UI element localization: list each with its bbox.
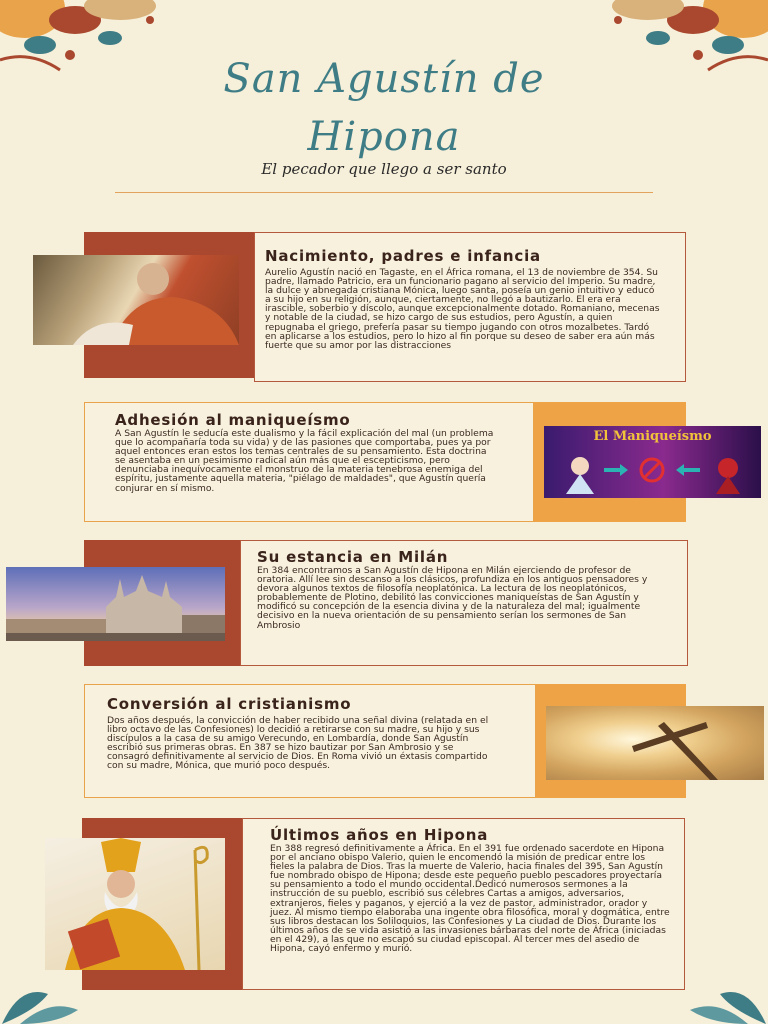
section-body: Dos años después, la convicción de haber recibido una señal divina (relatada en el libro octavo de las Confesiones) lo decidió a retirarse con su madre, su hijo y sus discípulos a la casa de su amigo Verecundo, en Lombardía, donde San Agustín escribió sus primeras obras. En 387 se hizo bautizar por San Ambrosio y se consagró definitivamente al servicio de Dios. En Roma vivió un éxtasis compartido con su madre, Mónica, que murió poco después. xyxy=(107,715,489,772)
feather-leaf-icon xyxy=(690,980,768,1024)
section-card-maniqueismo xyxy=(84,402,534,522)
portrait-image xyxy=(33,255,239,345)
section-title: Adhesión al maniqueísmo xyxy=(115,411,351,429)
section-body: En 388 regresó definitivamente a África. En el 391 fue ordenado sacerdote en Hipona por el anciano obispo Valerio, quien le encomendó la misión de predicar entre los fieles la palabra de Dios. Tras la muerte de Valerio, hacia finales del 395, San Agustín fue nombrado obispo de Hipona; desde este pequeño pueblo pescadores proyectaría su pensamiento a todo el mundo occidental.Dedicó numerosos sermones a la instrucción de su pueblo, escribió sus célebres Cartas a amigos, adversarios, extranjeros, fieles y paganos, y ejerció a la vez de pastor, administrador, orador y juez. Al mismo tiempo elaboraba una ingente obra filosófica, moral y dogmática, entre sus libros destacan los Soliloquios, las Confesiones y La ciudad de Dios. Durante los últimos años de se vida asistió a las invasiones bárbaras del norte de África (iniciadas en el 429), a las que no escapó su ciudad episcopal. Al tercer mes del asedio de Hipona, cayó enfermo y murió. xyxy=(270,843,670,955)
maniqueismo-image xyxy=(544,426,761,498)
section-title: Su estancia en Milán xyxy=(257,548,449,566)
section-card-nacimiento xyxy=(254,232,686,382)
cross-image xyxy=(546,706,764,780)
section-title: Nacimiento, padres e infancia xyxy=(265,247,541,265)
section-body: Aurelio Agustín nació en Tagaste, en el África romana, el 13 de noviembre de 354. Su padre, llamado Patricio, era un funcionario pagano al servicio del Imperio. Su madre, la dulce y abnegada cristiana Mónica, luego santa, poseía un genio intuitivo y educó a su hijo en su religión, aunque, ciertamente, no llegó a bautizarlo. El era era irascible, soberbio y díscolo, aunque excepcionalmente dotado. Romaniano, mecenas y notable de la ciudad, se hizo cargo de sus estudios, pero Agustín, a quien repugnaba el griego, prefería pasar su tiempo jugando con otros mozalbetes. Tardó en aplicarse a los estudios, pero lo hizo al fin porque su deseo de saber era aún más fuerte que su amor por las distracciones xyxy=(265,267,660,351)
section-title: Últimos años en Hipona xyxy=(270,826,489,844)
page-subtitle: El pecador que llego a ser santo xyxy=(261,160,507,178)
section-card-milan xyxy=(240,540,688,666)
section-title: Conversión al cristianismo xyxy=(107,695,352,713)
section-body: En 384 encontramos a San Agustín de Hipona en Milán ejerciendo de profesor de oratoria. Allí lee sin descanso a los clásicos, profundiza en los antiguos pensadores y devora algunos textos de filosofía neoplatónica. La lectura de los neoplatónicos, probablemente de Plotino, debilitó las convicciones maniqueístas de San Agustín y modificó su concepción de la esencia divina y de la naturaleza del mal; igualmente decisivo en la nueva orientación de su pensamiento serían los sermones de San Ambrosio xyxy=(257,565,648,631)
title-line-2: Hipona xyxy=(307,114,461,160)
image-caption: El Maniqueísmo xyxy=(593,429,712,444)
feather-leaf-icon xyxy=(0,980,80,1024)
title-line-1: San Agustín de xyxy=(223,56,545,102)
divider xyxy=(115,192,653,193)
section-card-conversion xyxy=(84,684,536,798)
bishop-image xyxy=(45,838,225,970)
section-body: A San Agustín le seducía este dualismo y la fácil explicación del mal (un problema que lo acompañaría toda su vida) y de las pasiones que comportaba, pues ya por aquel entonces eran estos los temas centrales de su pensamiento. Esta doctrina se asentaba en un pesimismo radical aún más que el escepticismo, pero denunciaba inequívocamente el monstruo de la materia tenebrosa enemiga del espíritu, justamente aquella materia, "piélago de maldades", que Agustín quería conjurar en sí mismo. xyxy=(115,428,494,494)
page-title xyxy=(0,50,768,166)
milan-cathedral-image xyxy=(6,567,225,641)
section-card-hipona xyxy=(242,818,685,990)
